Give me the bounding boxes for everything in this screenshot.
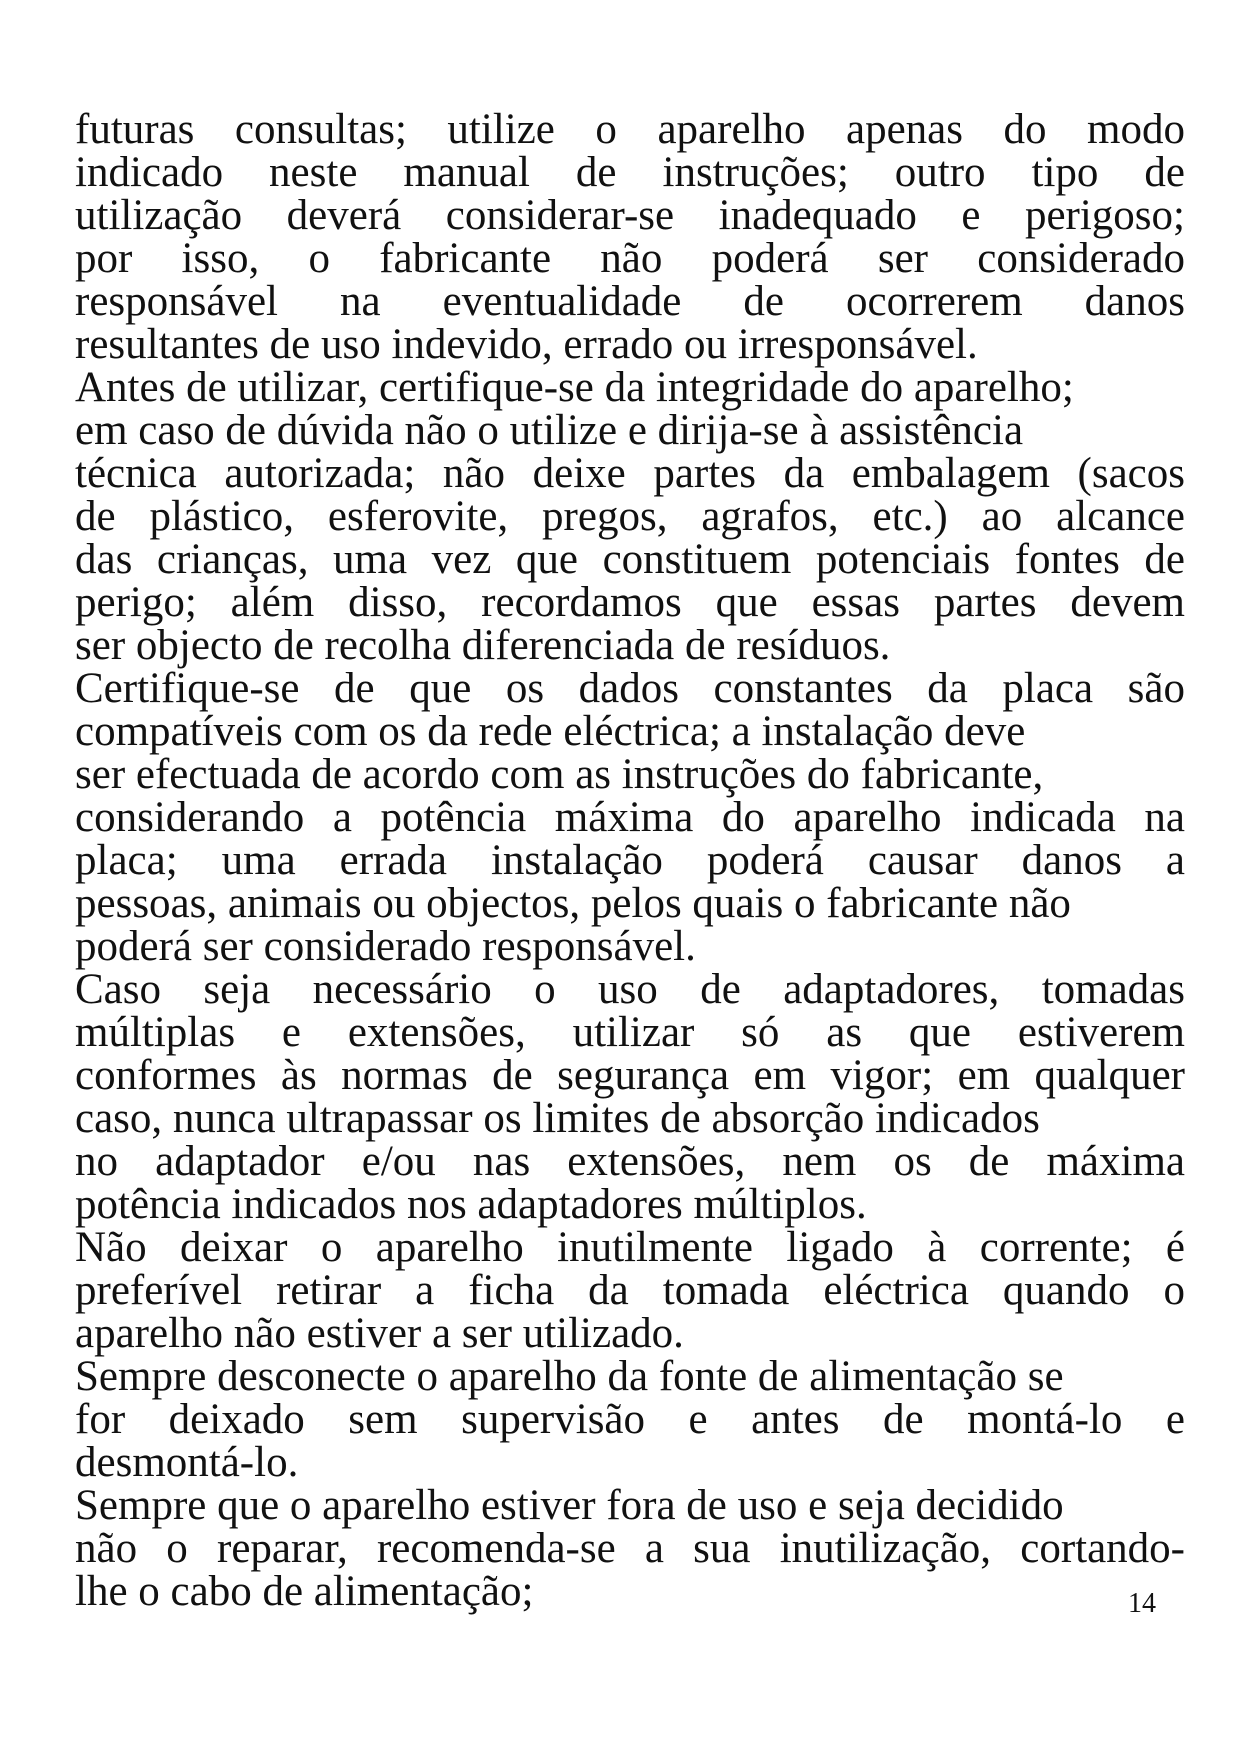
text-line: potência indicados nos adaptadores múltiplos. [75, 1181, 867, 1228]
text-line: desmontá-lo. [75, 1439, 299, 1486]
text-line: aparelho não estiver a ser utilizado. [75, 1310, 684, 1357]
text-line: placa; uma errada instalação poderá causar danos a [75, 837, 1185, 884]
text-line: ser efectuada de acordo com as instruções do fabricante, [75, 751, 1044, 798]
text-line: Não deixar o aparelho inutilmente ligado à corrente; é [75, 1224, 1185, 1271]
text-line: utilização deverá considerar-se inadequado e perigoso; [75, 192, 1185, 239]
text-line: das crianças, uma vez que constituem potenciais fontes de [75, 536, 1185, 583]
text-line: pessoas, animais ou objectos, pelos quais o fabricante não [75, 880, 1071, 927]
text-line: lhe o cabo de alimentação; [75, 1568, 534, 1615]
text-line: Caso seja necessário o uso de adaptadores, tomadas [75, 966, 1185, 1013]
text-line: responsável na eventualidade de ocorrerem danos [75, 278, 1185, 325]
text-line: conformes às normas de segurança em vigor; em qualquer [75, 1052, 1185, 1099]
text-line: compatíveis com os da rede eléctrica; a instalação deve [75, 708, 1026, 755]
page-number: 14 [1128, 1588, 1156, 1619]
body-text [75, 108, 1185, 1613]
text-line: indicado neste manual de instruções; outro tipo de [75, 149, 1185, 196]
text-line: poderá ser considerado responsável. [75, 923, 696, 970]
text-line: for deixado sem supervisão e antes de montá-lo e [75, 1396, 1185, 1443]
text-line: no adaptador e/ou nas extensões, nem os de máxima [75, 1138, 1185, 1185]
text-line: considerando a potência máxima do aparelho indicada na [75, 794, 1185, 841]
text-line: não o reparar, recomenda-se a sua inutilização, cortando- [75, 1525, 1185, 1572]
text-line: preferível retirar a ficha da tomada eléctrica quando o [75, 1267, 1185, 1314]
text-line: Antes de utilizar, certifique-se da integridade do aparelho; [75, 364, 1074, 411]
text-line: técnica autorizada; não deixe partes da embalagem (sacos [75, 450, 1185, 497]
text-line: em caso de dúvida não o utilize e dirija-se à assistência [75, 407, 1024, 454]
text-line: Sempre desconecte o aparelho da fonte de alimentação se [75, 1353, 1064, 1400]
text-line: de plástico, esferovite, pregos, agrafos, etc.) ao alcance [75, 493, 1185, 540]
text-line: resultantes de uso indevido, errado ou irresponsável. [75, 321, 978, 368]
text-line: por isso, o fabricante não poderá ser considerado [75, 235, 1185, 282]
text-line: futuras consultas; utilize o aparelho apenas do modo [75, 106, 1185, 153]
text-line: Sempre que o aparelho estiver fora de uso e seja decidido [75, 1482, 1064, 1529]
text-line: perigo; além disso, recordamos que essas partes devem [75, 579, 1185, 626]
text-line: caso, nunca ultrapassar os limites de absorção indicados [75, 1095, 1040, 1142]
text-line: Certifique-se de que os dados constantes da placa são [75, 665, 1185, 712]
text-line: ser objecto de recolha diferenciada de resíduos. [75, 622, 891, 669]
text-line: múltiplas e extensões, utilizar só as que estiverem [75, 1009, 1185, 1056]
